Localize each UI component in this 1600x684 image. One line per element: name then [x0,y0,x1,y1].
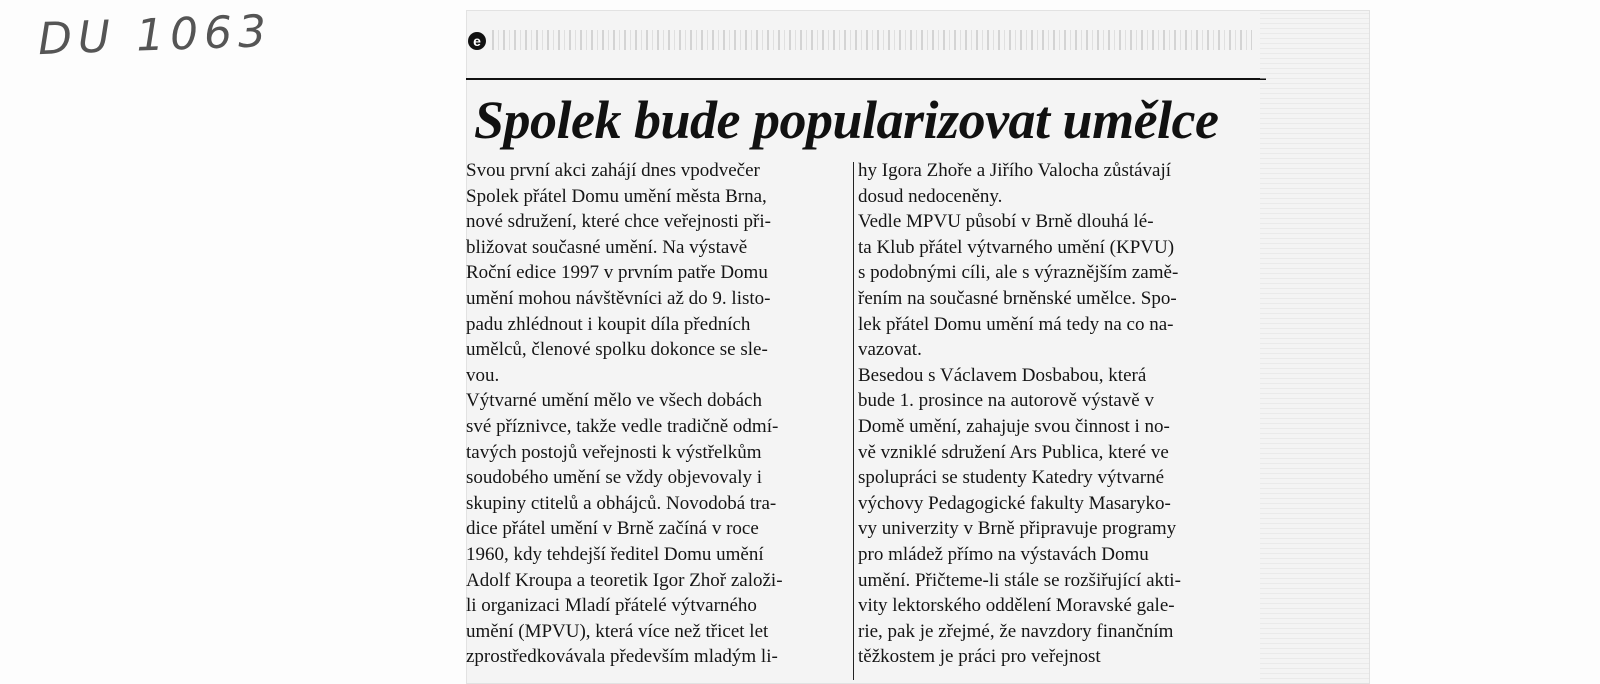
article-column-right [858,158,1242,670]
scan-noise [1260,10,1370,684]
clipping-header [466,14,1266,64]
text-line: padu zhlédnout i koupit díla předních [466,313,751,335]
article-column-left [466,158,850,670]
newspaper-logo-icon: e [468,32,486,50]
text-line: Spolek přátel Domu umění města Brna, [466,185,767,207]
newspaper-clipping [466,10,1370,684]
text-line: zprostředkovávala především mladým li- [466,646,778,668]
text-line: vazovat. [858,339,922,361]
archive-code: DU 1063 [37,5,273,66]
text-line: Výtvarné umění mělo ve všech dobách [466,390,762,412]
text-line: spolupráci se studenty Katedry výtvarné [858,467,1165,489]
text-line: dice přátel umění v Brně začíná v roce [466,518,759,540]
text-line: vě vzniklé sdružení Ars Publica, které ve [858,441,1169,463]
article-headline: Spolek bude popularizovat umělce [474,90,1219,150]
header-rule [466,78,1266,80]
text-line: těžkostem je práci pro veřejnost [858,646,1101,668]
text-line: vy univerzity v Brně připravuje programy [858,518,1177,540]
text-line: dosud nedoceněny. [858,185,1003,207]
text-line: nové sdružení, které chce veřejnosti při- [466,211,771,233]
text-line: umění mohou návštěvníci až do 9. listo- [466,287,771,309]
text-line: bude 1. prosince na autorově výstavě v [858,390,1154,412]
text-line: vou. [466,364,500,386]
text-line: ta Klub přátel výtvarného umění (KPVU) [858,236,1175,258]
text-line: tavých postojů veřejnosti k výstřelkům [466,441,762,463]
text-line: Adolf Kroupa a teoretik Igor Zhoř založi- [466,569,783,591]
text-line: Roční edice 1997 v prvním patře Domu [466,262,768,284]
text-line: své příznivce, takže vedle tradičně odmí- [466,415,779,437]
text-line: lek přátel Domu umění má tedy na co na- [858,313,1174,335]
text-line: Besedou s Václavem Dosbabou, která [858,364,1147,386]
column-divider [853,162,854,680]
text-line: pro mládež přímo na výstavách Domu [858,543,1149,565]
text-line: Domě umění, zahajuje svou činnost i no- [858,415,1170,437]
text-line: rie, pak je zřejmé, že navzdory finančním [858,620,1174,642]
text-line: bližovat současné umění. Na výstavě [466,236,748,258]
text-line: skupiny ctitelů a obhájců. Novodobá tra- [466,492,777,514]
text-line: umělců, členové spolku dokonce se sle- [466,339,768,361]
text-line: výchovy Pedagogické fakulty Masaryko- [858,492,1171,514]
text-line: hy Igora Zhoře a Jiřího Valocha zůstávají [858,160,1172,181]
text-line: umění. Přičteme-li stále se rozšiřující akti- [858,569,1181,591]
text-line: Svou první akci zahájí dnes vpodvečer [466,160,760,181]
text-line: li organizaci Mladí přátelé výtvarného [466,595,757,617]
text-line: řením na současné brněnské umělce. Spo- [858,287,1177,309]
text-line: umění (MPVU), která více než třicet let [466,620,769,642]
text-line: 1960, kdy tehdejší ředitel Domu umění [466,543,764,565]
text-line: Vedle MPVU působí v Brně dlouhá lé- [858,211,1154,233]
text-line: soudobého umění se vždy objevovaly i [466,467,763,489]
text-line: s podobnými cíli, ale s výraznějším zamě- [858,262,1179,284]
illegible-header-text [492,30,1252,50]
text-line: vity lektorského oddělení Moravské gale- [858,595,1175,617]
